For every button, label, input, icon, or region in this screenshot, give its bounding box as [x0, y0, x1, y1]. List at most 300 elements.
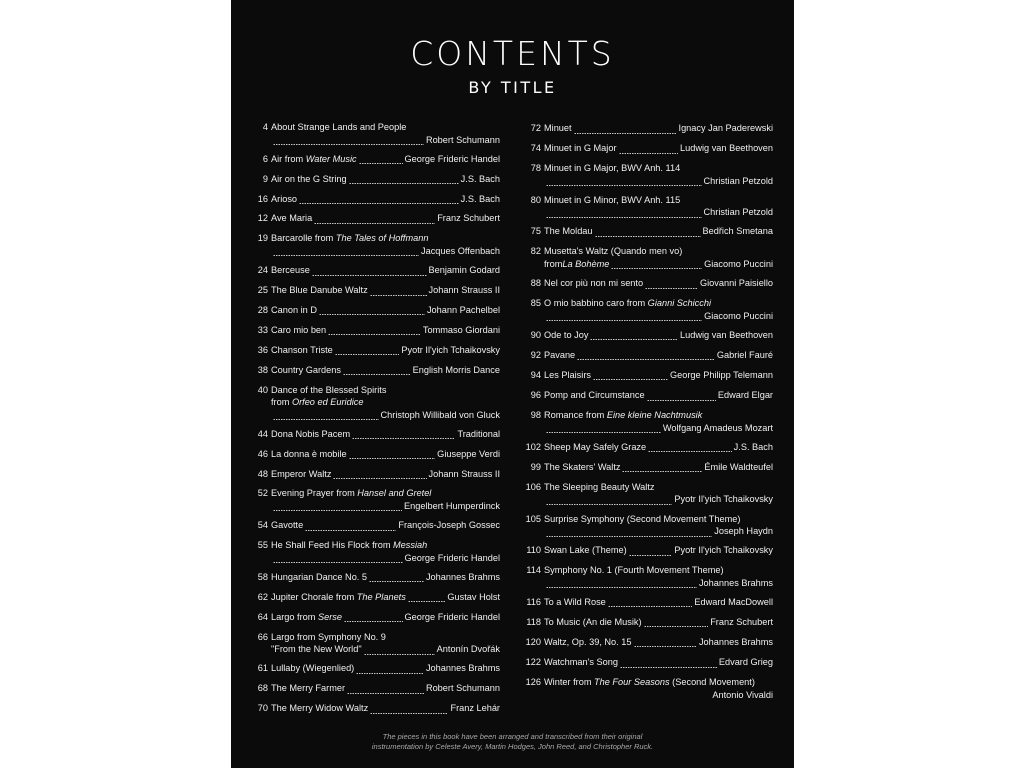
- page-number: 58: [257, 571, 268, 582]
- toc-entry: [519, 513, 773, 538]
- toc-entry-line: [519, 544, 773, 557]
- toc-entry: [246, 539, 500, 564]
- toc-entry: [246, 662, 500, 675]
- toc-entry-line: [519, 596, 773, 609]
- page-number: 40: [257, 384, 268, 395]
- entry-title: Ave Maria: [271, 213, 313, 224]
- entry-title: Arioso: [271, 193, 298, 204]
- toc-entry-line: [246, 384, 500, 397]
- toc-entry-line: [519, 122, 773, 135]
- toc-entry: [519, 245, 773, 270]
- toc-entry-line: [519, 409, 773, 422]
- composer: Engelbert Humperdinck: [403, 500, 500, 511]
- toc-entry-heading: [246, 212, 312, 225]
- page-number: 114: [526, 565, 541, 576]
- toc-entry-line: [519, 461, 773, 474]
- toc-entry-line: [544, 525, 773, 538]
- dot-leader: [319, 307, 425, 316]
- toc-entry: [519, 564, 773, 589]
- toc-entry-line: [246, 591, 500, 604]
- dot-leader: [546, 178, 702, 187]
- entry-title: Les Plaisirs: [544, 369, 591, 380]
- toc-entry-heading: [246, 304, 317, 317]
- composer: Bedřich Smetana: [702, 226, 773, 237]
- dot-leader: [328, 327, 421, 336]
- page-number: 68: [257, 683, 268, 694]
- toc-entry: [246, 232, 500, 257]
- toc-entry-heading: [519, 277, 643, 290]
- page-number: 44: [257, 428, 268, 439]
- page-number: 126: [525, 677, 541, 688]
- page-number: 122: [525, 657, 541, 668]
- toc-entry-line: [519, 329, 773, 342]
- toc-entry-line: [246, 121, 500, 134]
- dot-leader: [344, 614, 403, 623]
- toc-entry-line: [246, 682, 500, 695]
- contents-column-left: [246, 121, 500, 722]
- entry-title: Minuet: [544, 123, 572, 133]
- toc-entry-heading: [246, 448, 347, 461]
- toc-entry: [246, 344, 500, 357]
- toc-entry: [246, 487, 500, 512]
- page-number: 70: [257, 703, 268, 714]
- dot-leader: [634, 639, 697, 648]
- dot-leader: [577, 352, 715, 361]
- toc-entry-line: [246, 284, 500, 297]
- page-number: 54: [257, 520, 268, 531]
- entry-title: Ode to Joy: [544, 329, 589, 340]
- page-number: 82: [530, 246, 541, 257]
- toc-entry-line: [519, 656, 773, 669]
- dot-leader: [622, 464, 702, 473]
- dot-leader: [273, 248, 419, 257]
- page-number: 66: [257, 631, 268, 642]
- dot-leader: [595, 229, 701, 238]
- composer: Pyotr Il'yich Tchaikovsky: [674, 494, 773, 505]
- composer: J.S. Bach: [733, 441, 773, 452]
- composer: Gustav Holst: [447, 591, 500, 602]
- entry-title: Emperor Waltz: [271, 468, 332, 479]
- composer: Antonín Dvořák: [436, 644, 500, 655]
- entry-title-italic: Eine kleine Nachtmusik: [606, 410, 703, 421]
- composer: Ludwig van Beethoven: [680, 329, 773, 340]
- entry-title: Surprise Symphony (Second Movement Theme): [544, 513, 741, 524]
- dot-leader: [546, 425, 661, 434]
- toc-entry-heading: [246, 591, 406, 604]
- dot-leader: [347, 686, 424, 695]
- dot-leader: [359, 156, 403, 165]
- page-subtitle: BY TITLE: [468, 78, 557, 97]
- toc-entry: [246, 631, 500, 656]
- toc-entry-line: [246, 539, 500, 552]
- dot-leader: [629, 548, 673, 557]
- page-number: 75: [530, 226, 541, 237]
- toc-entry-heading: [519, 142, 617, 155]
- toc-entry-heading: [246, 611, 342, 624]
- toc-entry: [519, 676, 773, 701]
- entry-title-italic: La Bohème: [562, 258, 610, 269]
- toc-entry-line: [519, 636, 773, 649]
- toc-entry-line: [271, 643, 500, 656]
- toc-entry-line: [246, 193, 500, 206]
- toc-entry-line: [246, 571, 500, 584]
- composer: Johannes Brahms: [698, 636, 773, 647]
- dot-leader: [299, 196, 459, 205]
- toc-entry-heading: [246, 193, 297, 206]
- entry-title: Caro mio ben: [271, 324, 327, 335]
- composer: Edward MacDowell: [694, 596, 773, 607]
- toc-entry-line: [544, 422, 773, 435]
- toc-entry: [246, 193, 500, 206]
- composer: Johannes Brahms: [425, 571, 500, 582]
- toc-entry: [246, 121, 500, 146]
- toc-entry: [519, 225, 773, 238]
- page-number: 9: [262, 173, 268, 184]
- toc-entry-heading: [519, 544, 627, 557]
- entry-title: Hungarian Dance No. 5: [271, 571, 368, 582]
- toc-entry-heading: [519, 225, 593, 238]
- entry-title: Musetta's Waltz (Quando men vo): [544, 246, 683, 257]
- entry-title: Canon in D: [271, 304, 317, 315]
- entry-title: Minuet in G Major, BWV Anh. 114: [544, 163, 681, 174]
- entry-title: Jupiter Chorale from: [271, 591, 357, 602]
- composer: François-Joseph Gossec: [398, 520, 500, 531]
- page-number: 118: [526, 616, 541, 627]
- page-number: 98: [530, 410, 541, 421]
- composer: Franz Schubert: [437, 213, 500, 224]
- toc-entry: [246, 428, 500, 441]
- toc-entry-heading: [519, 329, 588, 342]
- page-number: 46: [257, 448, 268, 459]
- entry-title: Air from: [271, 153, 306, 164]
- toc-entry: [246, 448, 500, 461]
- toc-entry-heading: [246, 519, 303, 532]
- entry-title: The Skaters' Waltz: [544, 461, 621, 472]
- dot-leader: [546, 529, 712, 538]
- toc-entry: [246, 153, 500, 166]
- page-number: 36: [257, 344, 268, 355]
- composer: George Frideric Handel: [404, 153, 500, 164]
- dot-leader: [370, 706, 448, 715]
- entry-title: The Blue Danube Waltz: [271, 285, 368, 296]
- toc-entry-heading: [519, 596, 606, 609]
- dot-leader: [343, 367, 411, 376]
- toc-entry: [246, 173, 500, 186]
- toc-entry-line: [519, 369, 773, 382]
- composer: Edvard Grieg: [718, 657, 773, 668]
- composer: Pyotr Il'yich Tchaikovsky: [401, 344, 500, 355]
- entry-title-italic: Orfeo ed Euridice: [291, 397, 364, 407]
- entry-title: The Moldau: [544, 226, 593, 237]
- entry-title: Dance of the Blessed Spirits: [271, 384, 387, 395]
- toc-entry: [246, 682, 500, 695]
- toc-entry-heading: [519, 122, 572, 135]
- page-number: 99: [530, 461, 541, 472]
- entry-title: Country Gardens: [271, 364, 341, 375]
- entry-title: Largo from: [271, 611, 318, 622]
- composer: Christian Petzold: [703, 175, 773, 186]
- composer: J.S. Bach: [460, 193, 500, 204]
- page-number: 80: [530, 194, 541, 205]
- dot-leader: [349, 176, 459, 185]
- composer: Johann Strauss II: [428, 285, 500, 296]
- toc-entry-line: [246, 264, 500, 277]
- toc-entry-line: [246, 468, 500, 481]
- entry-title: Winter from: [544, 677, 595, 688]
- contents-page: [231, 0, 794, 768]
- composer: Christian Petzold: [703, 207, 773, 218]
- toc-entry-line: [544, 206, 773, 219]
- toc-entry-line: [271, 396, 500, 409]
- toc-entry: [519, 636, 773, 649]
- toc-entry: [519, 162, 773, 187]
- toc-entry: [246, 264, 500, 277]
- composer: Ludwig van Beethoven: [680, 143, 773, 154]
- toc-entry: [519, 656, 773, 669]
- page-number: 96: [530, 390, 541, 401]
- toc-entry: [519, 277, 773, 290]
- composer: Ignacy Jan Paderewski: [678, 123, 773, 133]
- toc-entry-line: [246, 304, 500, 317]
- page-number: 28: [257, 304, 268, 315]
- page-number: 92: [530, 349, 541, 360]
- composer: Johannes Brahms: [425, 663, 500, 674]
- toc-entry-heading: [519, 461, 620, 474]
- entry-title: Dona Nobis Pacem: [271, 428, 351, 439]
- composer: English Morris Dance: [412, 364, 500, 375]
- toc-entry-line: [519, 142, 773, 155]
- toc-entry-heading: [246, 468, 331, 481]
- page-number: 85: [530, 298, 541, 309]
- toc-entry-line: [246, 232, 500, 245]
- page-number: 105: [525, 513, 541, 524]
- page-number: 55: [257, 540, 268, 551]
- page-number: 110: [526, 545, 541, 556]
- entry-title: Lullaby (Wiegenlied): [271, 663, 355, 674]
- dot-leader: [619, 146, 679, 155]
- toc-entry-line: [519, 564, 773, 577]
- dot-leader: [369, 574, 424, 583]
- composer: Gabriel Fauré: [716, 349, 773, 360]
- page-number: 106: [525, 481, 541, 492]
- entry-title: Nel cor più non mi sento: [544, 278, 644, 289]
- entry-title-italic: Serse: [317, 611, 342, 622]
- entry-title: Chanson Triste: [271, 344, 333, 355]
- toc-entry-heading: [519, 636, 632, 649]
- composer: Robert Schumann: [425, 134, 500, 145]
- composer: Franz Lehár: [450, 703, 500, 714]
- page-number: 33: [257, 324, 268, 335]
- dot-leader: [273, 555, 403, 564]
- composer: Giacomo Puccini: [704, 310, 773, 321]
- toc-entry-heading: [246, 324, 326, 337]
- toc-entry-line: [519, 225, 773, 238]
- dot-leader: [645, 281, 698, 290]
- toc-entry-heading: [246, 364, 341, 377]
- toc-entry-line: [246, 448, 500, 461]
- toc-entry-heading: [519, 616, 642, 629]
- composer: Traditional: [457, 428, 500, 439]
- entry-title-cont: from: [271, 397, 292, 407]
- dot-leader: [273, 137, 424, 146]
- dot-leader: [408, 594, 446, 603]
- toc-entry-line: [246, 487, 500, 500]
- page-number: 74: [530, 143, 541, 154]
- entry-title: La donna è mobile: [271, 448, 347, 459]
- toc-entry-line: [271, 134, 500, 147]
- dot-leader: [574, 126, 677, 135]
- contents-column-right: [519, 122, 773, 708]
- dot-leader: [352, 431, 455, 440]
- page-number: 4: [262, 122, 268, 132]
- page-number: 120: [525, 636, 541, 647]
- entry-title: O mio babbino caro from: [544, 298, 648, 309]
- toc-entry-line: [519, 297, 773, 310]
- toc-entry: [246, 591, 500, 604]
- toc-entry-line: [519, 389, 773, 402]
- entry-title: The Merry Farmer: [271, 683, 346, 694]
- toc-entry-line: [519, 349, 773, 362]
- composer: Wolfgang Amadeus Mozart: [662, 422, 773, 433]
- composer: Giacomo Puccini: [704, 258, 773, 269]
- toc-entry-line: [519, 277, 773, 290]
- page-number: 6: [262, 153, 268, 164]
- page-number: 94: [530, 369, 541, 380]
- toc-entry: [519, 441, 773, 454]
- arrangement-note-line: The pieces in this book have been arranged and transcribed from their original: [382, 732, 643, 741]
- page-number: 72: [530, 123, 541, 133]
- toc-entry-line: [271, 500, 500, 513]
- composer: Giuseppe Verdi: [437, 448, 500, 459]
- dot-leader: [546, 210, 702, 219]
- entry-title: Pavane: [544, 349, 576, 360]
- toc-entry-line: [271, 245, 500, 258]
- page-number: 61: [257, 663, 268, 674]
- toc-entry-line: [246, 324, 500, 337]
- page-number: 19: [257, 233, 268, 244]
- toc-entry-heading: [519, 349, 575, 362]
- dot-leader: [620, 660, 717, 669]
- entry-title-italic: Water Music: [305, 153, 357, 164]
- toc-entry: [519, 142, 773, 155]
- toc-entry: [246, 304, 500, 317]
- composer: Franz Schubert: [710, 616, 773, 627]
- toc-entry-heading: [246, 662, 354, 675]
- toc-entry-heading: [246, 153, 357, 166]
- dot-leader: [364, 647, 435, 656]
- page-number: 78: [530, 163, 541, 174]
- arrangement-note: [231, 732, 794, 752]
- dot-leader: [611, 261, 702, 270]
- dot-leader: [590, 332, 678, 341]
- dot-leader: [546, 497, 672, 506]
- dot-leader: [273, 412, 379, 421]
- toc-entry: [519, 409, 773, 434]
- toc-entry-line: [246, 212, 500, 225]
- page-number: 52: [257, 488, 268, 499]
- entry-title: Waltz, Op. 39, No. 15: [544, 636, 632, 647]
- page-number: 88: [530, 278, 541, 289]
- entry-title: Pomp and Circumstance: [544, 390, 645, 401]
- composer: Johannes Brahms: [698, 577, 773, 588]
- composer: Joseph Haydn: [714, 526, 773, 536]
- toc-entry-heading: [246, 264, 310, 277]
- page-number: 48: [257, 468, 268, 479]
- dot-leader: [644, 619, 709, 628]
- composer: Johann Strauss II: [428, 468, 500, 479]
- entry-title: About Strange Lands and People: [271, 122, 407, 132]
- composer: Antonio Vivaldi: [712, 689, 773, 700]
- dot-leader: [593, 372, 668, 381]
- toc-entry-line: [519, 616, 773, 629]
- toc-entry: [519, 616, 773, 629]
- toc-entry-line: [544, 493, 773, 506]
- toc-entry-line: [246, 631, 500, 644]
- dot-leader: [273, 503, 402, 512]
- entry-title-italic: The Planets: [356, 591, 406, 602]
- toc-entry-line: [246, 344, 500, 357]
- toc-entry-heading: [246, 571, 367, 584]
- toc-entry-line: [544, 258, 773, 271]
- entry-title: Minuet in G Minor, BWV Anh. 115: [544, 194, 681, 205]
- dot-leader: [312, 268, 427, 277]
- dot-leader: [647, 393, 716, 402]
- dot-leader: [356, 666, 424, 675]
- toc-entry: [246, 284, 500, 297]
- toc-entry-line: [544, 577, 773, 590]
- dot-leader: [608, 599, 693, 608]
- toc-entry-heading: [519, 389, 645, 402]
- toc-entry: [519, 297, 773, 322]
- entry-title: Berceuse: [271, 265, 310, 276]
- dot-leader: [546, 580, 697, 589]
- toc-entry: [519, 122, 773, 135]
- dot-leader: [648, 444, 732, 453]
- page-number: 38: [257, 364, 268, 375]
- composer: George Frideric Handel: [404, 611, 500, 622]
- toc-entry-heading: [246, 682, 345, 695]
- toc-entry: [246, 571, 500, 584]
- toc-entry: [519, 369, 773, 382]
- dot-leader: [349, 451, 436, 460]
- composer: Edward Elgar: [717, 390, 773, 401]
- toc-entry-heading: [519, 369, 591, 382]
- toc-entry-line: [519, 513, 773, 526]
- toc-entry: [519, 544, 773, 557]
- toc-entry-line: [271, 409, 500, 422]
- toc-entry: [246, 468, 500, 481]
- toc-entry-heading: [246, 284, 368, 297]
- page-number: 116: [526, 596, 541, 607]
- toc-entry-line: [544, 310, 773, 323]
- toc-entry-line: [519, 245, 773, 258]
- entry-title: The Merry Widow Waltz: [271, 703, 369, 714]
- entry-title: Symphony No. 1 (Fourth Movement Theme): [544, 565, 724, 576]
- entry-title-cont: "From the New World": [271, 644, 362, 655]
- page-number: 12: [257, 213, 268, 224]
- composer: Jacques Offenbach: [421, 245, 500, 256]
- toc-entry-heading: [246, 428, 350, 441]
- entry-title-italic: Hansel and Gretel: [357, 488, 432, 499]
- toc-entry-line: [519, 162, 773, 175]
- toc-entry-line: [246, 662, 500, 675]
- composer: Pyotr Il'yich Tchaikovsky: [674, 545, 773, 556]
- dot-leader: [370, 288, 427, 297]
- toc-entry-line: [519, 676, 773, 689]
- toc-entry: [246, 384, 500, 422]
- entry-title: Largo from Symphony No. 9: [271, 631, 386, 642]
- entry-title: To Music (An die Musik): [544, 616, 642, 627]
